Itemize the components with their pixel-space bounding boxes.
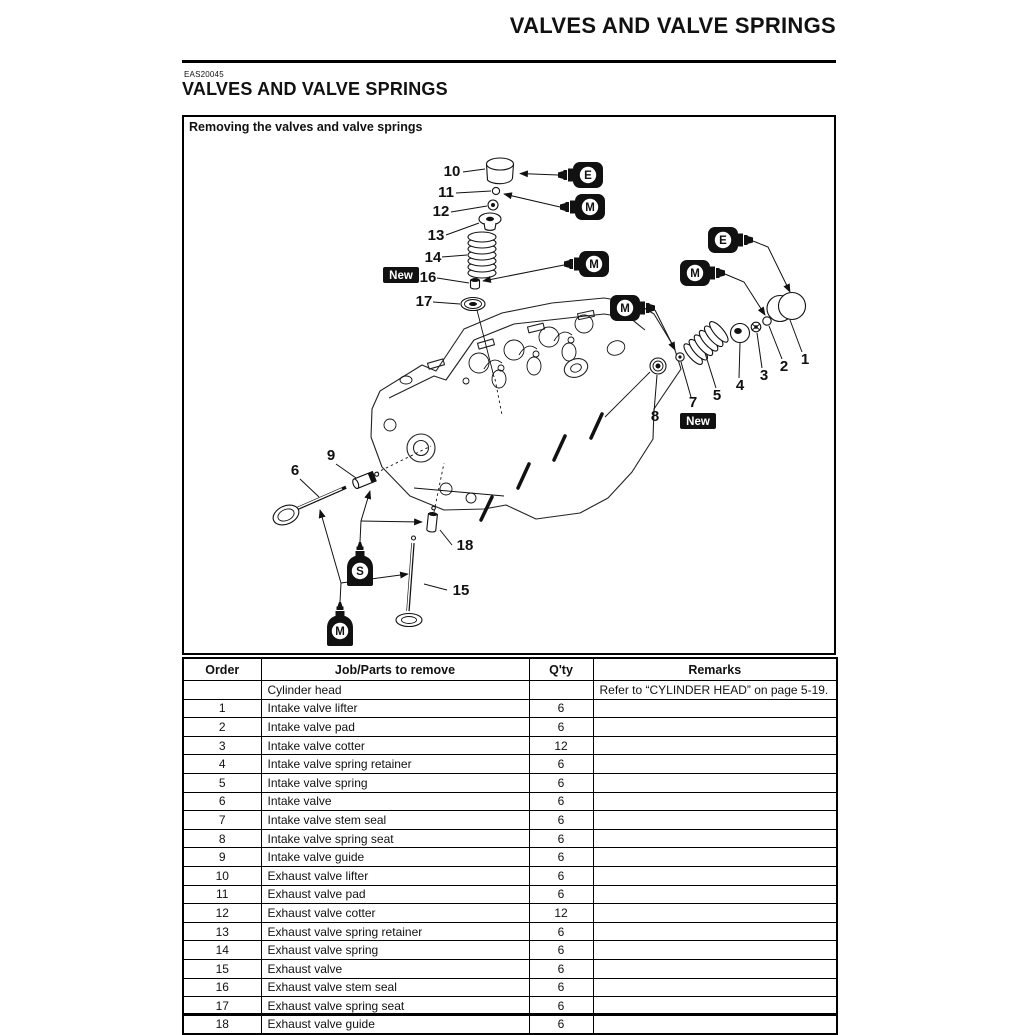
- cell-remarks: Refer to “CYLINDER HEAD” on page 5-19.: [593, 681, 837, 700]
- oil-bottle-e-icon: [558, 162, 603, 188]
- col-header-remarks: Remarks: [593, 658, 837, 681]
- bottom-divider-rule: [182, 1013, 836, 1016]
- table-row-15: [183, 959, 837, 978]
- cell-order: 8: [183, 829, 261, 848]
- parts-table: [182, 657, 838, 1035]
- cell-order: 1: [183, 699, 261, 718]
- oil-bottle-m-icon: [564, 251, 609, 277]
- cell-qty: 6: [529, 755, 593, 774]
- callout-17: 17: [415, 293, 433, 310]
- table-header-row: [183, 658, 837, 681]
- cell-qty: 12: [529, 736, 593, 755]
- cell-job: Exhaust valve stem seal: [261, 978, 529, 997]
- cell-job: Exhaust valve spring retainer: [261, 922, 529, 941]
- callout-18: 18: [456, 537, 474, 554]
- svg-text:M: M: [335, 626, 345, 638]
- cell-remarks: [593, 1015, 837, 1034]
- cell-order: 12: [183, 904, 261, 923]
- callout-11: 11: [438, 184, 454, 201]
- cell-remarks: [593, 866, 837, 885]
- section-code: EAS20045: [184, 70, 224, 79]
- part-4-intake-valve-spring-retainer: [731, 324, 750, 343]
- cell-job: Intake valve spring seat: [261, 829, 529, 848]
- cell-order: 9: [183, 848, 261, 867]
- callout-2: 2: [779, 358, 789, 375]
- cell-order: 18: [183, 1015, 261, 1034]
- oil-bottle-e-icon: [708, 227, 753, 253]
- cell-remarks: [593, 699, 837, 718]
- callout-16: 16: [419, 269, 437, 286]
- cylinder-head-drawing: [371, 298, 681, 520]
- part-11-exhaust-valve-pad: [492, 187, 499, 194]
- cell-qty: 6: [529, 997, 593, 1016]
- cell-order: 6: [183, 792, 261, 811]
- callout-14: 14: [424, 249, 442, 266]
- part-10-exhaust-valve-lifter: [487, 158, 514, 184]
- svg-text:M: M: [589, 259, 599, 271]
- header-divider-rule: [182, 60, 836, 63]
- cell-qty: 6: [529, 792, 593, 811]
- part-18-exhaust-valve-guide: [427, 506, 439, 533]
- cell-order: [183, 681, 261, 700]
- cell-qty: 6: [529, 885, 593, 904]
- part-3-intake-valve-cotter: [751, 322, 761, 332]
- figure-caption: Removing the valves and valve springs: [189, 120, 423, 134]
- cell-job: Intake valve: [261, 792, 529, 811]
- part-16-exhaust-valve-stem-seal: [471, 278, 480, 289]
- cell-remarks: [593, 959, 837, 978]
- table-row-14: [183, 941, 837, 960]
- cell-remarks: [593, 885, 837, 904]
- table-row-cylinder-head: [183, 681, 837, 700]
- table-row-1: [183, 699, 837, 718]
- svg-text:New: New: [686, 416, 710, 428]
- part-5-intake-valve-spring: [681, 319, 731, 367]
- cell-qty: 6: [529, 811, 593, 830]
- table-row-6: [183, 792, 837, 811]
- cell-order: 17: [183, 997, 261, 1016]
- cell-qty: 6: [529, 978, 593, 997]
- cell-qty: 6: [529, 718, 593, 737]
- part-7-intake-valve-stem-seal: [676, 353, 684, 361]
- cell-job: Exhaust valve: [261, 959, 529, 978]
- new-badge: [383, 267, 419, 283]
- cell-remarks: [593, 792, 837, 811]
- page-content: [182, 0, 836, 1032]
- callout-5: 5: [712, 387, 722, 404]
- cell-order: 13: [183, 922, 261, 941]
- part-6-intake-valve: [270, 487, 346, 529]
- part-8-intake-valve-spring-seat: [650, 358, 666, 374]
- table-row-16: [183, 978, 837, 997]
- callout-15: 15: [452, 582, 470, 599]
- table-row-13: [183, 922, 837, 941]
- table-row-2: [183, 718, 837, 737]
- section-title: VALVES AND VALVE SPRINGS: [182, 79, 448, 99]
- cell-order: 11: [183, 885, 261, 904]
- cell-job: Intake valve stem seal: [261, 811, 529, 830]
- cell-job: Intake valve lifter: [261, 699, 529, 718]
- table-row-11: [183, 885, 837, 904]
- cell-qty: 6: [529, 959, 593, 978]
- cell-remarks: [593, 941, 837, 960]
- part-1-intake-valve-lifter: [767, 293, 806, 322]
- cell-job: Intake valve spring retainer: [261, 755, 529, 774]
- cell-qty: 6: [529, 829, 593, 848]
- part-13-exhaust-valve-spring-retainer: [479, 213, 501, 230]
- table-row-5: [183, 773, 837, 792]
- cell-order: 7: [183, 811, 261, 830]
- col-header-job: Job/Parts to remove: [261, 658, 529, 681]
- col-header-order: Order: [183, 658, 261, 681]
- table-row-18: [183, 1015, 837, 1034]
- svg-text:M: M: [620, 303, 630, 315]
- oil-bottle-m-icon: [560, 194, 605, 220]
- cell-job: Exhaust valve pad: [261, 885, 529, 904]
- callout-6: 6: [290, 462, 300, 479]
- cell-qty: 12: [529, 904, 593, 923]
- callout-9: 9: [326, 447, 336, 464]
- cell-job: Exhaust valve spring: [261, 941, 529, 960]
- cell-remarks: [593, 978, 837, 997]
- cell-job: Cylinder head: [261, 681, 529, 700]
- cell-qty: [529, 681, 593, 700]
- cell-qty: 6: [529, 941, 593, 960]
- table-row-7: [183, 811, 837, 830]
- figure-panel: [182, 115, 836, 655]
- cell-job: Exhaust valve lifter: [261, 866, 529, 885]
- callout-3: 3: [759, 367, 769, 384]
- callout-7: 7: [688, 394, 698, 411]
- cell-remarks: [593, 755, 837, 774]
- cell-order: 4: [183, 755, 261, 774]
- callout-12: 12: [432, 203, 450, 220]
- cell-job: Exhaust valve spring seat: [261, 997, 529, 1016]
- part-12-exhaust-valve-cotter: [488, 200, 498, 210]
- callout-8: 8: [650, 408, 660, 425]
- cell-qty: 6: [529, 922, 593, 941]
- cell-job: Exhaust valve guide: [261, 1015, 529, 1034]
- callout-13: 13: [427, 227, 445, 244]
- callout-4: 4: [735, 377, 745, 394]
- oil-bottle-m-icon: [680, 260, 725, 286]
- cell-order: 16: [183, 978, 261, 997]
- cell-job: Intake valve cotter: [261, 736, 529, 755]
- cell-remarks: [593, 829, 837, 848]
- oil-bottle-m-icon: [327, 602, 353, 646]
- cell-remarks: [593, 773, 837, 792]
- cell-order: 5: [183, 773, 261, 792]
- cell-remarks: [593, 848, 837, 867]
- parts-table-wrap: [182, 657, 836, 1035]
- cell-order: 14: [183, 941, 261, 960]
- cell-order: 15: [183, 959, 261, 978]
- cell-order: 3: [183, 736, 261, 755]
- svg-text:E: E: [719, 235, 727, 247]
- svg-text:New: New: [389, 270, 413, 282]
- svg-text:M: M: [690, 268, 700, 280]
- table-row-9: [183, 848, 837, 867]
- cell-qty: 6: [529, 699, 593, 718]
- new-badge: [680, 413, 716, 429]
- table-row-10: [183, 866, 837, 885]
- col-header-qty: Q'ty: [529, 658, 593, 681]
- cell-order: 2: [183, 718, 261, 737]
- cell-qty: 6: [529, 773, 593, 792]
- part-15-exhaust-valve: [396, 536, 422, 627]
- cell-remarks: [593, 922, 837, 941]
- cell-remarks: [593, 718, 837, 737]
- cell-remarks: [593, 736, 837, 755]
- cell-remarks: [593, 904, 837, 923]
- table-row-8: [183, 829, 837, 848]
- cell-qty: 6: [529, 866, 593, 885]
- callout-10: 10: [443, 163, 461, 180]
- cell-job: Intake valve spring: [261, 773, 529, 792]
- cell-qty: 6: [529, 848, 593, 867]
- cell-order: 10: [183, 866, 261, 885]
- part-14-exhaust-valve-spring: [468, 232, 496, 278]
- part-17-exhaust-valve-spring-seat: [461, 298, 485, 311]
- svg-text:M: M: [585, 202, 595, 214]
- part-9-intake-valve-guide: [352, 470, 381, 490]
- cell-job: Exhaust valve cotter: [261, 904, 529, 923]
- cell-job: Intake valve pad: [261, 718, 529, 737]
- table-row-4: [183, 755, 837, 774]
- valve-diagram: [184, 117, 834, 653]
- page-header-title: VALVES AND VALVE SPRINGS: [509, 13, 836, 38]
- table-row-3: [183, 736, 837, 755]
- callout-1: 1: [800, 351, 810, 368]
- table-row-12: [183, 904, 837, 923]
- svg-text:E: E: [584, 170, 592, 182]
- cell-job: Intake valve guide: [261, 848, 529, 867]
- part-2-intake-valve-pad: [763, 317, 771, 325]
- oil-bottle-m-icon: [610, 295, 655, 321]
- svg-text:S: S: [356, 566, 364, 578]
- cell-qty: 6: [529, 1015, 593, 1034]
- cell-remarks: [593, 811, 837, 830]
